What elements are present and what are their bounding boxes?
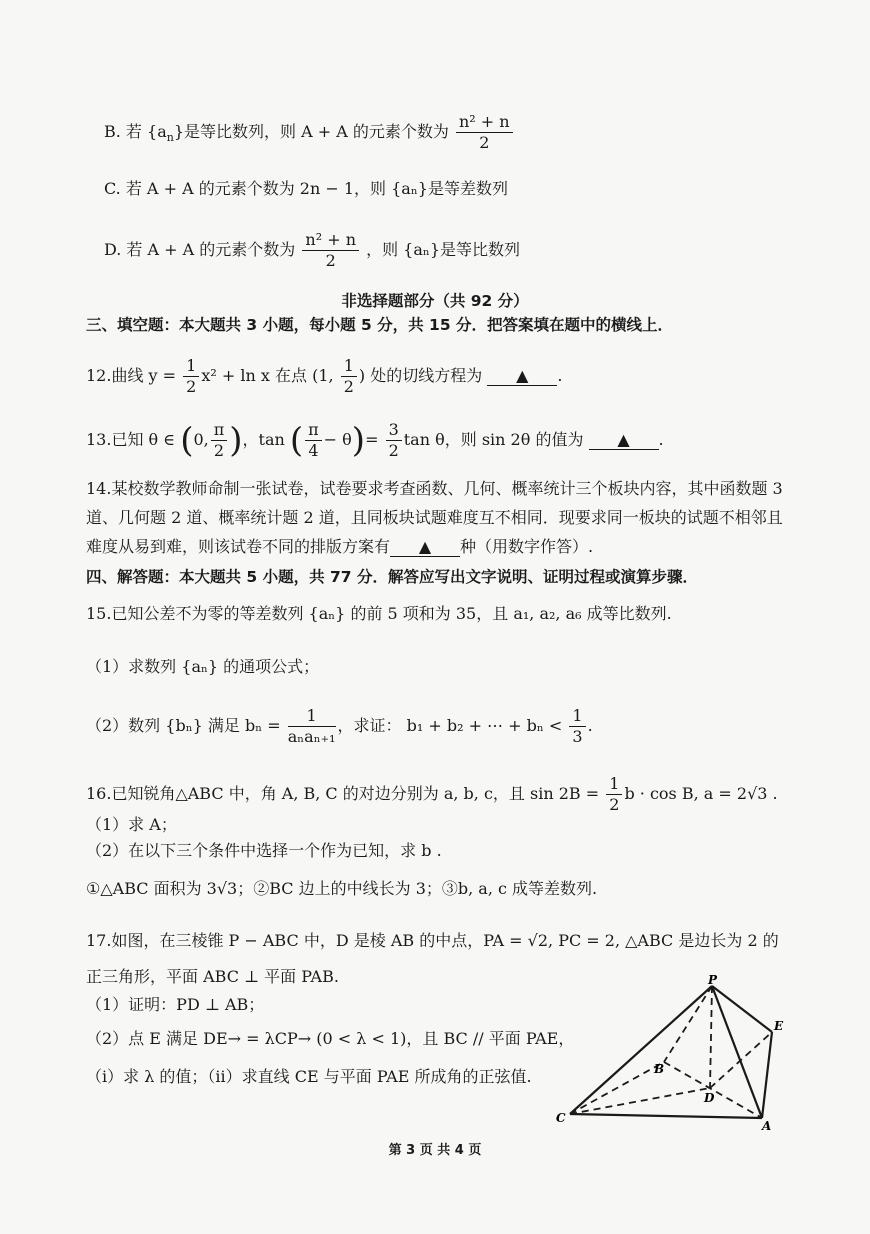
option-d-fraction <box>302 230 359 271</box>
q14-text: 14.某校数学教师命制一张试卷，试卷要求考查函数、几何、概率统计三个板块内容，其中函数题 3 道、几何题 2 道、概率统计题 2 道，且同板块试题难度互不相同．现要求同一板块的试题不相邻且难度从易到难，则该试卷不同的排版方案有 <box>86 479 783 556</box>
question-13 <box>86 420 664 461</box>
frac-numerator: 1 <box>606 774 622 795</box>
section-4-heading: 四、解答题：本大题共 5 小题，共 77 分．解答应写出文字说明、证明过程或演算步骤． <box>86 568 698 586</box>
frac-denominator: 2 <box>343 377 354 396</box>
frac-denominator: 3 <box>572 727 583 746</box>
q13-pi-over-4 <box>305 420 322 461</box>
section-3-heading: 三、填空题：本大题共 3 小题，每小题 5 分，共 15 分．把答案填在题中的横线上． <box>86 316 674 334</box>
q13-interval-start: 0, <box>193 430 209 449</box>
frac-numerator: 3 <box>386 420 402 441</box>
q16-conditions: ①△ABC 面积为 3√3；②BC 边上的中线长为 3；③b, a, c 成等差数列. <box>86 879 598 898</box>
frac-numerator: 1 <box>288 706 336 727</box>
option-b-fraction <box>456 112 513 153</box>
option-b-sub: n <box>166 131 174 145</box>
frac-numerator: n² + n <box>302 230 359 251</box>
paren-left: ( <box>289 420 304 461</box>
label-c: C <box>556 1111 566 1125</box>
option-d-pre: D. 若 A + A 的元素个数为 <box>104 240 296 259</box>
q17-part-1: （1）证明：PD ⊥ AB； <box>86 995 265 1014</box>
q12-pre: 12.曲线 y = <box>86 366 177 385</box>
edge-ca <box>570 1114 762 1118</box>
frac-denominator: 2 <box>388 441 399 460</box>
frac-denominator: 2 <box>479 133 490 152</box>
q16-part-2: （2）在以下三个条件中选择一个作为已知，求 b . <box>86 841 442 860</box>
edge-cb <box>570 1062 664 1114</box>
q12-post: ) 处的切线方程为 <box>358 366 483 385</box>
label-d: D <box>704 1091 715 1105</box>
question-14 <box>86 474 786 561</box>
q13-end: . <box>658 430 664 449</box>
edge-cd <box>570 1088 710 1114</box>
q15-p2-end: . <box>587 716 593 735</box>
q15-fraction-b <box>288 706 336 747</box>
label-a: A <box>762 1119 772 1132</box>
section-title: 非选择题部分（共 92 分） <box>341 292 529 310</box>
q16-fraction-half <box>606 774 622 815</box>
q15-p2-pre: （2）数列 {bₙ} 满足 bₙ = <box>86 716 281 735</box>
option-b-pre: B. 若 {a <box>104 122 167 141</box>
paren-right: ) <box>229 420 243 461</box>
page-footer: 第 3 页 共 4 页 <box>388 1143 482 1158</box>
q14-answer-blank: ▲ <box>390 538 460 557</box>
q16-part-1: （1）求 A； <box>86 815 177 834</box>
option-b <box>104 112 515 153</box>
label-e: E <box>774 1019 784 1033</box>
edge-pc <box>570 986 712 1114</box>
frac-denominator: 2 <box>325 251 336 270</box>
question-17-line-1: 17.如图，在三棱锥 P − ABC 中，D 是棱 AB 的中点，PA = √2, PC = 2, △ABC 是边长为 2 的 <box>86 931 779 950</box>
q13-tan: ，tan <box>242 430 285 449</box>
q17-part-2-sub: （ⅰ）求 λ 的值；（ⅱ）求直线 CE 与平面 PAE 所成角的正弦值. <box>86 1067 532 1086</box>
question-12 <box>86 356 562 397</box>
q13-pre: 13.已知 θ ∈ <box>86 430 176 449</box>
frac-numerator: n² + n <box>456 112 513 133</box>
q12-mid: x² + ln x 在点 (1, <box>201 366 334 385</box>
q16-post: b · cos B, a = 2√3 . <box>624 784 778 803</box>
label-p: P <box>708 973 718 987</box>
q14-end: 种（用数字作答）. <box>460 537 594 556</box>
frac-numerator: π <box>211 420 228 441</box>
question-15: 15.已知公差不为零的等差数列 {aₙ} 的前 5 项和为 35，且 a₁, a₂, a₆ 成等比数列. <box>86 604 672 623</box>
frac-numerator: 1 <box>569 706 585 727</box>
question-16 <box>86 774 778 815</box>
q13-equals: = <box>365 430 379 449</box>
edge-ba <box>664 1062 762 1118</box>
pyramid-figure <box>550 972 790 1132</box>
frac-denominator: 2 <box>213 441 225 460</box>
paren-left: ( <box>180 420 194 461</box>
frac-denominator: 2 <box>186 377 197 396</box>
q15-part-1: （1）求数列 {aₙ} 的通项公式； <box>86 657 320 676</box>
frac-denominator: 2 <box>609 795 620 814</box>
frac-numerator: 1 <box>341 356 357 377</box>
frac-numerator: π <box>305 420 322 441</box>
question-17-line-2: 正三角形，平面 ABC ⊥ 平面 PAB. <box>86 967 339 986</box>
q13-pi-over-2 <box>211 420 228 461</box>
edge-de <box>710 1032 772 1088</box>
q13-post: tan θ，则 sin 2θ 的值为 <box>403 430 584 449</box>
edge-ea <box>762 1032 772 1118</box>
frac-denominator: aₙaₙ₊₁ <box>287 727 336 746</box>
option-d-post: ，则 {aₙ}是等比数列 <box>366 240 521 259</box>
frac-denominator: 4 <box>308 441 319 460</box>
q13-answer-blank: ▲ <box>589 431 659 450</box>
q16-pre: 16.已知锐角△ABC 中，角 A, B, C 的对边分别为 a, b, c，且 sin 2B = <box>86 784 600 803</box>
paren-right: ) <box>351 420 366 461</box>
q13-minus-theta: − θ <box>323 430 352 449</box>
q12-fraction-1 <box>183 356 199 397</box>
q15-fraction-third <box>569 706 585 747</box>
q15-p2-mid: ，求证： b₁ + b₂ + ⋯ + bₙ < <box>337 716 563 735</box>
label-b: B <box>654 1062 665 1076</box>
q15-part-2 <box>86 706 593 747</box>
q12-fraction-2 <box>341 356 357 397</box>
option-c: C. 若 A + A 的元素个数为 2n − 1，则 {aₙ}是等差数列 <box>104 179 508 198</box>
option-b-mid: }是等比数列，则 A + A 的元素个数为 <box>173 122 449 141</box>
frac-numerator: 1 <box>183 356 199 377</box>
option-d <box>104 230 520 271</box>
q17-part-2: （2）点 E 满足 DE→ = λCP→ (0 < λ < 1)，且 BC // 平面 PAE， <box>86 1029 575 1048</box>
q12-end: . <box>557 366 563 385</box>
q12-answer-blank: ▲ <box>487 367 557 386</box>
edge-pd <box>710 986 712 1088</box>
q13-three-halves <box>386 420 402 461</box>
